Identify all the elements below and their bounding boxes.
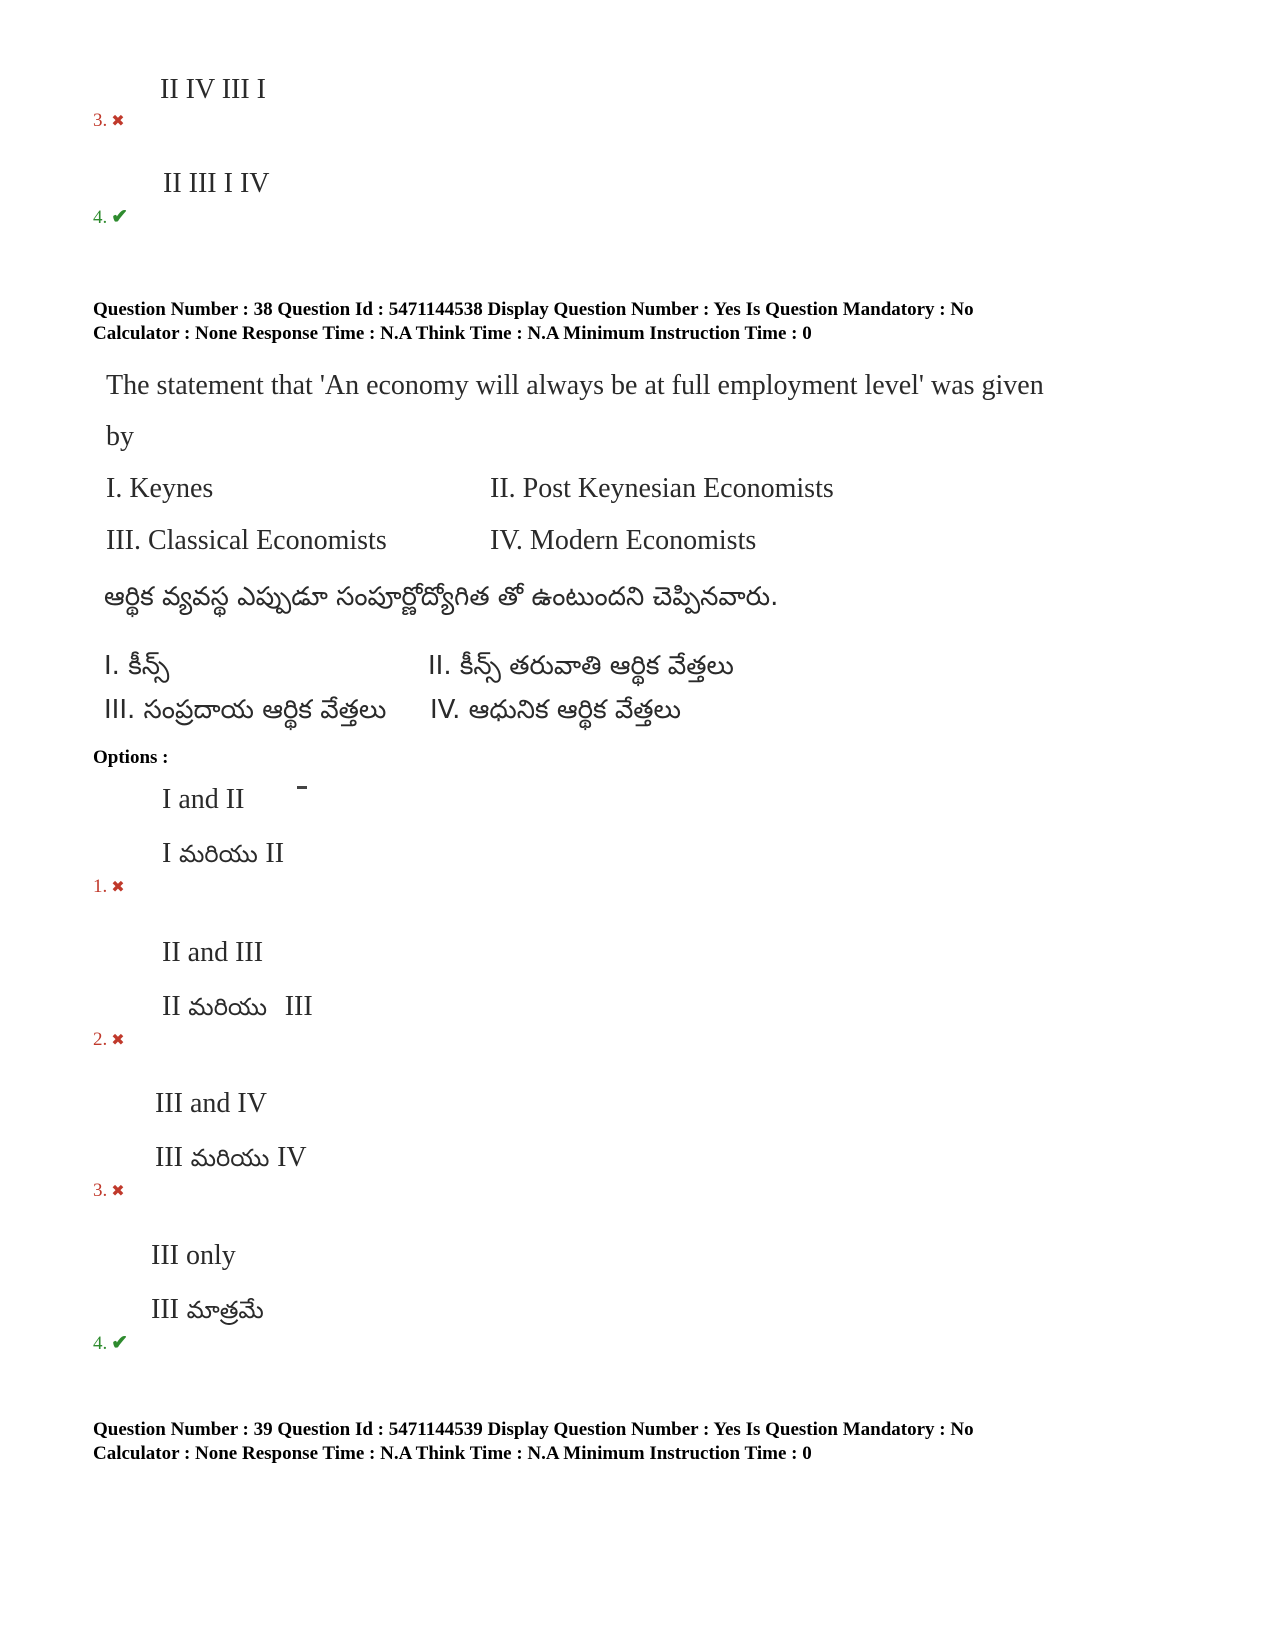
item-te-1: I. కీన్స్ [104,651,170,681]
option-1-te-word: మరియు [178,840,258,868]
meta-line-2: Calculator : None Response Time : N.A Think Time : N.A Minimum Instruction Time : 0 [93,1443,812,1464]
option-2-te-roman2: III [284,991,313,1022]
question-stem-en-line1: The statement that 'An economy will always be at full employment level' was given [106,370,1044,401]
option-2-te-word: మరియు [188,993,268,1021]
prev-option-4-number [93,204,128,229]
stray-mark [297,786,307,789]
option-3-en: III and IV [155,1088,267,1119]
option-2-en: II and III [162,937,264,968]
option-2-number [93,1029,125,1051]
option-number: 2. [93,1029,108,1050]
option-4-te-word: మాత్రమే [186,1296,264,1324]
item-en-2: II. Post Keynesian Economists [490,473,834,504]
option-number: 4. [93,207,108,228]
prev-option-4-text: II III I IV [163,168,270,199]
item-en-3: III. Classical Economists [106,525,387,556]
question-stem-en-line2: by [106,421,134,452]
prev-option-3-number [93,110,125,132]
cross-icon: ✖ [111,1183,125,1200]
item-en-1: I. Keynes [106,473,214,504]
option-1-number [93,876,125,898]
cross-icon: ✖ [111,113,125,130]
option-3-number [93,1180,125,1202]
question-39-meta [93,1418,974,1466]
option-number: 1. [93,876,108,897]
option-4-te [151,1294,264,1330]
option-1-te-roman2: II [265,838,285,869]
option-4-te-roman1: III [151,1294,179,1325]
question-stem-te: ఆర్థిక వ్యవస్థ ఎప్పుడూ సంపూర్ణోద్యోగిత తో ఉంటుందని చెప్పినవారు. [104,582,779,612]
meta-line-1: Question Number : 39 Question Id : 5471144539 Display Question Number : Yes Is Question Mandatory : No [93,1419,974,1440]
cross-icon: ✖ [111,1032,125,1049]
meta-line-2: Calculator : None Response Time : N.A Think Time : N.A Minimum Instruction Time : 0 [93,323,812,344]
option-1-te-roman1: I [162,838,172,869]
check-icon: ✔ [111,206,129,228]
option-2-te [162,991,313,1027]
cross-icon: ✖ [111,879,125,896]
option-number: 4. [93,1333,108,1354]
item-en-4: IV. Modern Economists [490,525,757,556]
item-te-3: III. సంప్రదాయ ఆర్థిక వేత్తలు [104,695,387,725]
item-te-2: II. కీన్స్ తరువాతి ఆర్థిక వేత్తలు [428,651,734,681]
option-1-en: I and II [162,784,245,815]
prev-option-3-text: II IV III I [160,74,266,105]
question-38-meta [93,298,974,346]
option-2-te-roman1: II [162,991,181,1022]
option-number: 3. [93,110,108,131]
option-3-te [155,1142,307,1178]
meta-line-1: Question Number : 38 Question Id : 5471144538 Display Question Number : Yes Is Question Mandatory : No [93,299,974,320]
option-1-te [162,838,284,874]
option-number: 3. [93,1180,108,1201]
options-label: Options : [93,747,169,768]
option-3-te-roman2: IV [277,1142,307,1173]
check-icon: ✔ [111,1332,129,1354]
option-3-te-roman1: III [155,1142,183,1173]
option-4-number [93,1330,128,1355]
option-4-en: III only [151,1240,236,1271]
item-te-4: IV. ఆధునిక ఆర్థిక వేత్తలు [430,695,681,725]
option-3-te-word: మరియు [190,1144,270,1172]
